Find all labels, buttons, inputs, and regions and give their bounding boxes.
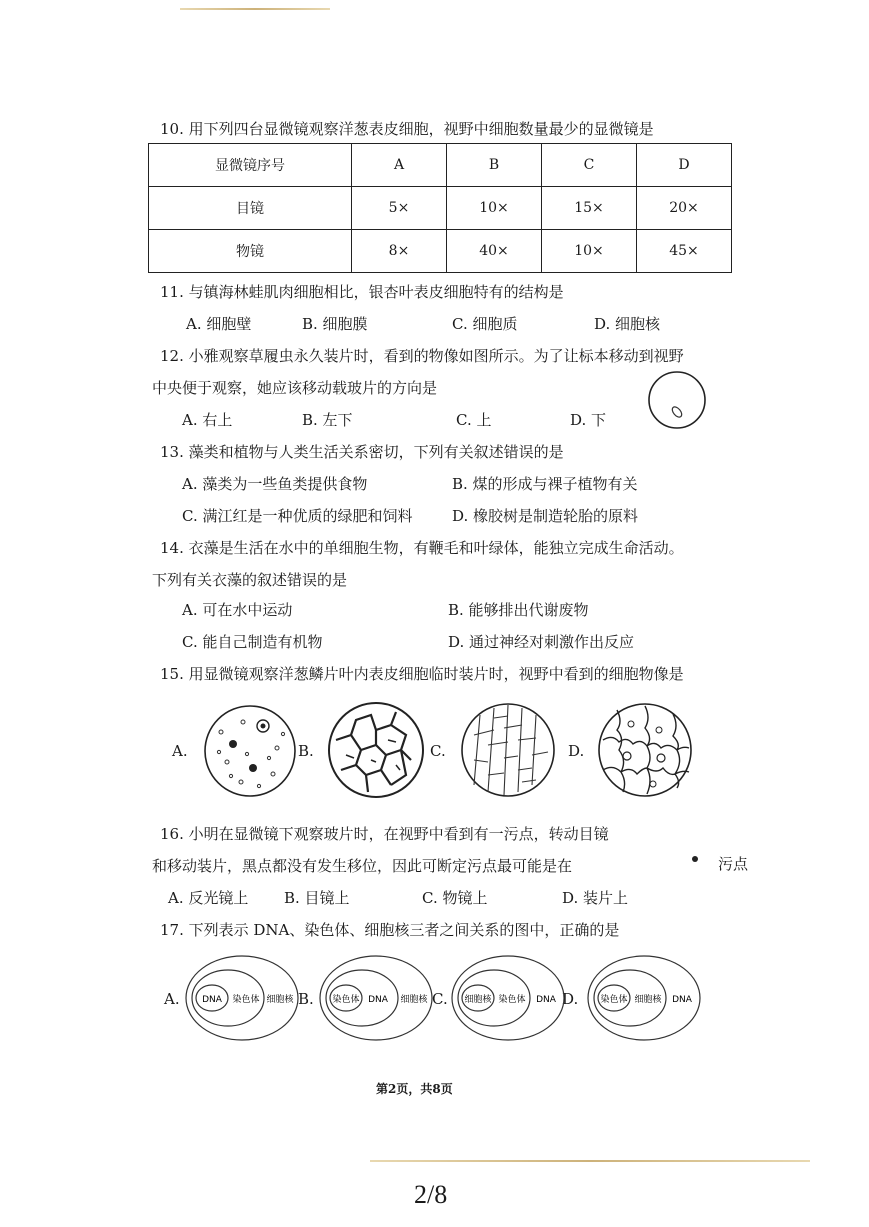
q10-text: 10. 用下列四台显微镜观察洋葱表皮细胞，视野中细胞数量最少的显微镜是 bbox=[160, 120, 654, 138]
q16-line1: 16. 小明在显微镜下观察玻片时，在视野中看到有一污点，转动目镜 bbox=[160, 825, 609, 843]
q16-option-d[interactable]: D. 装片上 bbox=[562, 889, 629, 907]
table-header-cell: D bbox=[637, 144, 732, 187]
table-header-row bbox=[149, 144, 732, 187]
q11-text: 11. 与镇海林蛙肌肉细胞相比，银杏叶表皮细胞特有的结构是 bbox=[160, 283, 564, 301]
q14-option-a[interactable]: A. 可在水中运动 bbox=[182, 601, 293, 619]
dirt-spot-icon bbox=[688, 852, 702, 866]
q12-line1: 12. 小雅观察草履虫永久装片时，看到的物像如图所示。为了让标本移动到视野 bbox=[160, 347, 684, 365]
table-header-cell: A bbox=[352, 144, 447, 187]
q15-text: 15. 用显微镜观察洋葱鳞片叶内表皮细胞临时装片时，视野中看到的细胞物像是 bbox=[160, 665, 684, 683]
q14-option-d[interactable]: D. 通过神经对刺激作出反应 bbox=[448, 633, 635, 651]
q15-label-c[interactable]: C. bbox=[430, 742, 446, 760]
q14-option-c[interactable]: C. 能自己制造有机物 bbox=[182, 633, 323, 651]
nesting-diagram-b bbox=[316, 953, 434, 1043]
q17-label-b[interactable]: B. bbox=[298, 990, 314, 1008]
q14-option-b[interactable]: B. 能够排出代谢废物 bbox=[448, 601, 589, 619]
table-row bbox=[149, 230, 732, 273]
table-cell: 40× bbox=[447, 230, 542, 273]
cell-image-d bbox=[597, 700, 693, 800]
q16-option-b[interactable]: B. 目镜上 bbox=[284, 889, 350, 907]
q13-option-c[interactable]: C. 满江红是一种优质的绿肥和饲料 bbox=[182, 507, 413, 525]
diagram-label: DNA bbox=[536, 995, 556, 1005]
diagram-label: DNA bbox=[672, 995, 692, 1005]
scan-edge-top bbox=[180, 8, 330, 10]
q14-line2: 下列有关衣藻的叙述错误的是 bbox=[152, 571, 348, 589]
diagram-label: DNA bbox=[368, 995, 388, 1005]
table-header-cell: B bbox=[447, 144, 542, 187]
q11-option-b[interactable]: B. 细胞膜 bbox=[302, 315, 368, 333]
scan-edge-bottom bbox=[370, 1160, 810, 1162]
cell-image-b bbox=[326, 700, 426, 800]
q12-line2: 中央便于观察，她应该移动载玻片的方向是 bbox=[152, 379, 438, 397]
q17-label-c[interactable]: C. bbox=[432, 990, 448, 1008]
q12-option-a[interactable]: A. 右上 bbox=[182, 411, 233, 429]
table-cell: 5× bbox=[352, 187, 447, 230]
q12-option-d[interactable]: D. 下 bbox=[570, 411, 607, 429]
q13-option-b[interactable]: B. 煤的形成与裸子植物有关 bbox=[452, 475, 638, 493]
cell-image-a bbox=[203, 704, 297, 798]
table-cell: 15× bbox=[542, 187, 637, 230]
diagram-label: 细胞核 bbox=[266, 995, 294, 1005]
q15-label-d[interactable]: D. bbox=[568, 742, 585, 760]
diagram-label: 染色体 bbox=[600, 995, 628, 1005]
table-cell: 10× bbox=[542, 230, 637, 273]
q17-label-d[interactable]: D. bbox=[562, 990, 579, 1008]
page-number: 2/8 bbox=[414, 1180, 448, 1209]
q16-option-c[interactable]: C. 物镜上 bbox=[422, 889, 488, 907]
table-row bbox=[149, 187, 732, 230]
q13-text: 13. 藻类和植物与人类生活关系密切，下列有关叙述错误的是 bbox=[160, 443, 564, 461]
q12-option-c[interactable]: C. 上 bbox=[456, 411, 492, 429]
paramecium-field-figure bbox=[646, 370, 708, 430]
table-header-cell: C bbox=[542, 144, 637, 187]
q14-line1: 14. 衣藻是生活在水中的单细胞生物，有鞭毛和叶绿体，能独立完成生命活动。 bbox=[160, 539, 684, 557]
microscope-table bbox=[148, 143, 732, 273]
nesting-diagram-a bbox=[182, 953, 300, 1043]
q15-label-a[interactable]: A. bbox=[172, 742, 188, 760]
q17-label-a[interactable]: A. bbox=[164, 990, 180, 1008]
table-cell: 物镜 bbox=[149, 230, 352, 273]
diagram-label: 染色体 bbox=[498, 995, 526, 1005]
q11-option-d[interactable]: D. 细胞核 bbox=[594, 315, 661, 333]
table-cell: 10× bbox=[447, 187, 542, 230]
diagram-label: 染色体 bbox=[232, 995, 260, 1005]
diagram-label: 细胞核 bbox=[464, 995, 492, 1005]
table-header-cell: 显微镜序号 bbox=[149, 144, 352, 187]
diagram-label: 染色体 bbox=[332, 995, 360, 1005]
q16-option-a[interactable]: A. 反光镜上 bbox=[168, 889, 249, 907]
diagram-label: 细胞核 bbox=[400, 995, 428, 1005]
nesting-diagram-d bbox=[584, 953, 702, 1043]
diagram-label: DNA bbox=[202, 995, 222, 1005]
table-cell: 45× bbox=[637, 230, 732, 273]
table-cell: 目镜 bbox=[149, 187, 352, 230]
q17-text: 17. 下列表示 DNA、染色体、细胞核三者之间关系的图中，正确的是 bbox=[160, 921, 620, 939]
table-cell: 20× bbox=[637, 187, 732, 230]
page-footer: 第2页，共8页 bbox=[376, 1082, 453, 1096]
q16-figure-label: 污点 bbox=[718, 855, 749, 873]
q15-label-b[interactable]: B. bbox=[298, 742, 314, 760]
nesting-diagram-c bbox=[448, 953, 566, 1043]
q12-option-b[interactable]: B. 左下 bbox=[302, 411, 353, 429]
diagram-label: 细胞核 bbox=[634, 995, 662, 1005]
table-cell: 8× bbox=[352, 230, 447, 273]
q11-option-a[interactable]: A. 细胞壁 bbox=[186, 315, 252, 333]
q11-option-c[interactable]: C. 细胞质 bbox=[452, 315, 518, 333]
q16-line2: 和移动装片，黑点都没有发生移位，因此可断定污点最可能是在 bbox=[152, 857, 573, 875]
q13-option-d[interactable]: D. 橡胶树是制造轮胎的原料 bbox=[452, 507, 639, 525]
q13-option-a[interactable]: A. 藻类为一些鱼类提供食物 bbox=[182, 475, 368, 493]
cell-image-c bbox=[460, 700, 556, 800]
